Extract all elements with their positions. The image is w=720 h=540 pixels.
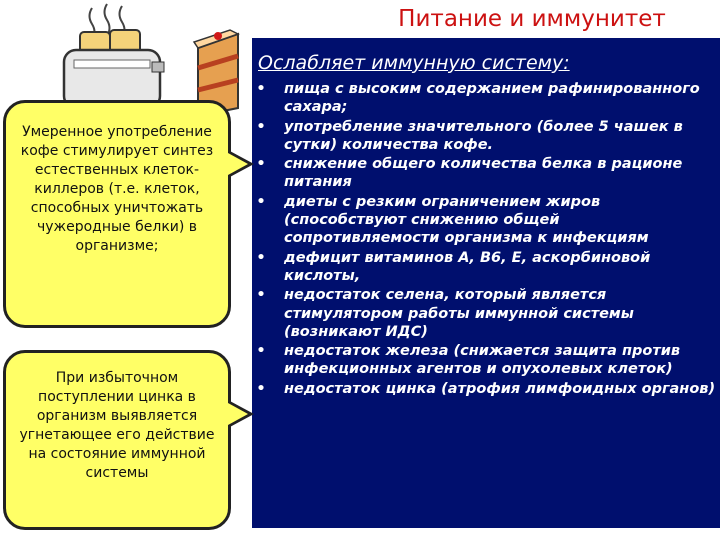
bullet-text: диеты с резким ограничением жиров (способствуют снижению общей сопротивляемости организма к инфекциям (284, 193, 649, 247)
list-item (254, 80, 716, 117)
bullet-list (254, 80, 716, 399)
list-item (254, 286, 716, 341)
slide-title: Питание и иммунитет (398, 6, 666, 32)
list-item (254, 249, 716, 286)
panel-subheading: Ослабляет иммунную систему: (258, 52, 570, 74)
bullet-text: пища с высоким содержанием рафинированного сахара; (284, 81, 700, 116)
bullet-marker: • (256, 193, 266, 210)
bullet-marker: • (256, 81, 266, 97)
list-item (254, 155, 716, 192)
coffee-callout (3, 100, 231, 328)
bullet-text: дефицит витаминов А, В6, Е, аскорбиновой кислоты, (284, 249, 651, 284)
bullet-marker: • (256, 380, 266, 397)
bullet-text: снижение общего количества белка в рационе питания (284, 156, 683, 191)
bullet-marker: • (256, 287, 266, 304)
list-item (254, 380, 716, 398)
callout-tail-fill (228, 153, 248, 175)
bullet-marker: • (256, 343, 266, 360)
list-item (254, 193, 716, 248)
list-item (254, 118, 716, 155)
zinc-callout (3, 350, 231, 530)
list-item (254, 342, 716, 379)
bullet-marker: • (256, 249, 266, 266)
toaster-clipart-icon (52, 0, 172, 115)
callout-tail-fill (228, 403, 248, 425)
bullet-marker: • (256, 156, 266, 173)
zinc-callout-text: При избыточном поступлении цинка в организм выявляется угнетающее его действие на состояние иммунной системы (19, 370, 215, 481)
bullet-marker: • (256, 118, 266, 135)
coffee-callout-text: Умеренное употребление кофе стимулирует синтез естественных клеток-киллеров (т.е. клеток, способных уничтожать чужеродные белки) в организме; (20, 124, 214, 254)
bullet-text: недостаток железа (снижается защита против инфекционных агентов и опухолевых клеток) (284, 343, 681, 378)
bullet-text: недостаток цинка (атрофия лимфоидных органов) (284, 380, 716, 397)
bullet-text: недостаток селена, который является стимулятором работы иммунной системы (возникают ИДС) (284, 287, 634, 340)
bullet-text: употребление значительного (более 5 чашек в сутки) количества кофе. (284, 118, 683, 153)
